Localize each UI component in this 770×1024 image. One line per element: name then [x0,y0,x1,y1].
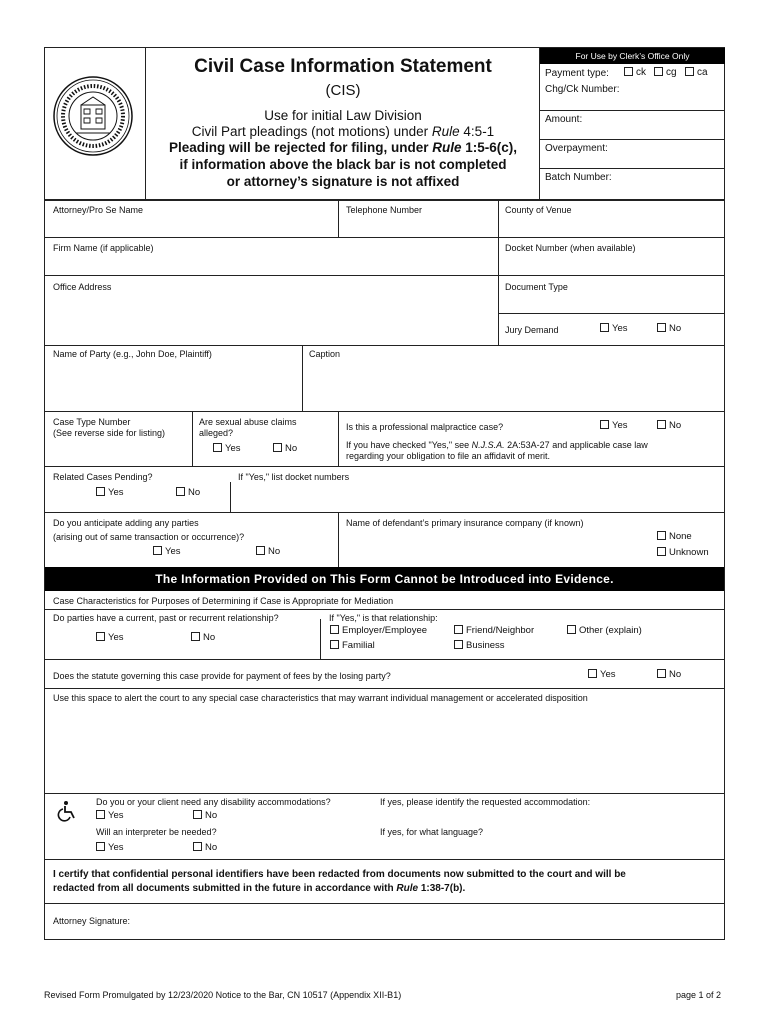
divider [44,688,725,689]
attorney-name-field[interactable]: Attorney/Pro Se Name [53,205,144,215]
malpractice-label: Is this a professional malpractice case? [346,422,504,432]
divider [302,345,303,411]
relationship-if-label: If "Yes," is that relationship: [329,613,438,623]
divider [44,275,725,276]
special-characteristics-field[interactable]: Use this space to alert the court to any special case characteristics that may warrant individual management or accelerated disposition [53,693,588,703]
njsa-note-1: If you have checked "Yes," see N.J.S.A. 2A:53A-27 and applicable case law [346,440,648,450]
payment-type-label: Payment type: [545,68,609,79]
header-bold-2: if information above the black bar is not completed [179,157,507,172]
overpayment-field[interactable]: Overpayment: [545,143,608,154]
sexual-abuse-no-checkbox[interactable]: No [273,443,297,455]
disability-accommodation-field[interactable]: If yes, please identify the requested accommodation: [380,797,591,807]
footer-revision: Revised Form Promulgated by 12/23/2020 Notice to the Bar, CN 10517 (Appendix XII-B1) [44,990,402,1000]
related-docket-list-field[interactable]: If "Yes," list docket numbers [238,472,350,482]
fees-yes-checkbox[interactable]: Yes [588,669,616,681]
divider [44,609,725,610]
divider [44,903,725,904]
firm-name-field[interactable]: Firm Name (if applicable) [53,243,154,253]
divider [44,466,725,467]
divider [192,411,193,466]
relationship-question: Do parties have a current, past or recurrent relationship? [53,613,279,623]
business-checkbox[interactable]: Business [454,640,505,652]
divider [338,200,339,238]
employer-employee-checkbox[interactable]: Employer/Employee [330,625,427,637]
sexual-abuse-sublabel: alleged? [199,428,234,438]
njsa-note-2: regarding your obligation to file an affidavit of merit. [346,451,550,461]
telephone-field[interactable]: Telephone Number [346,205,423,215]
case-type-label[interactable]: Case Type Number [53,417,131,427]
divider [498,200,499,346]
clerk-banner: For Use by Clerk’s Office Only [540,48,725,64]
evidence-black-bar: The Information Provided on This Form Cannot be Introduced into Evidence. [45,567,724,591]
interpreter-question: Will an interpreter be needed? [96,827,217,837]
divider [44,237,725,238]
county-venue-field[interactable]: County of Venue [505,205,572,215]
relationship-yes-checkbox[interactable]: Yes [96,632,124,644]
batch-number-field[interactable]: Batch Number: [545,172,612,183]
malpractice-yes-checkbox[interactable]: Yes [600,420,628,432]
interpreter-yes-checkbox[interactable]: Yes [96,842,124,854]
header-line-2: Civil Part pleadings (not motions) under Rule 4:5-1 [191,124,495,139]
fees-no-checkbox[interactable]: No [657,669,681,681]
malpractice-no-checkbox[interactable]: No [657,420,681,432]
attorney-signature-field[interactable]: Attorney Signature: [53,916,131,926]
divider [44,512,725,513]
divider [338,512,339,567]
disability-yes-checkbox[interactable]: Yes [96,810,124,822]
friend-neighbor-checkbox[interactable]: Friend/Neighbor [454,625,534,637]
add-parties-sublabel: (arising out of same transaction or occurrence)? [53,532,245,542]
party-name-field[interactable]: Name of Party (e.g., John Doe, Plaintiff) [53,349,212,359]
header-bold-1: Pleading will be rejected for filing, under Rule 1:5-6(c), [168,140,518,155]
add-parties-yes-checkbox[interactable]: Yes [153,546,181,558]
page-number: page 1 of 2 [676,990,722,1000]
document-type-field[interactable]: Document Type [505,282,568,292]
sexual-abuse-label: Are sexual abuse claims [199,417,297,427]
jury-yes-checkbox[interactable]: Yes [600,323,628,335]
amount-field[interactable]: Amount: [545,114,583,125]
disability-question: Do you or your client need any disability accommodations? [96,797,331,807]
related-yes-checkbox[interactable]: Yes [96,487,124,499]
divider [230,482,231,512]
form-title: Civil Case Information Statement [194,56,492,77]
other-explain-checkbox[interactable]: Other (explain) [567,625,642,637]
divider [498,313,725,314]
sexual-abuse-yes-checkbox[interactable]: Yes [213,443,241,455]
office-address-field[interactable]: Office Address [53,282,112,292]
divider [44,411,725,412]
divider [44,793,725,794]
docket-number-field[interactable]: Docket Number (when available) [505,243,636,253]
mediation-heading: Case Characteristics for Purposes of Determining if Case is Appropriate for Mediation [53,596,394,606]
wheelchair-icon [57,800,79,822]
payment-ca-checkbox[interactable]: ca [685,67,708,79]
jury-no-checkbox[interactable]: No [657,323,681,335]
payment-cg-checkbox[interactable]: cg [654,67,677,79]
insurance-unknown-checkbox[interactable]: Unknown [657,547,709,559]
caption-field[interactable]: Caption [309,349,341,359]
interpreter-no-checkbox[interactable]: No [193,842,217,854]
certification-line-1: I certify that confidential personal identifiers have been redacted from documents now submitted to the court and will be [53,869,626,880]
relationship-no-checkbox[interactable]: No [191,632,215,644]
divider [44,659,725,660]
divider [539,168,725,169]
fees-question: Does the statute governing this case provide for payment of fees by the losing party? [53,671,391,681]
add-parties-no-checkbox[interactable]: No [256,546,280,558]
divider [44,345,725,346]
divider [320,619,321,659]
court-seal-icon [52,75,134,157]
chg-ck-number-field[interactable]: Chg/Ck Number: [545,84,620,95]
insurance-none-checkbox[interactable]: None [657,531,692,543]
familial-checkbox[interactable]: Familial [330,640,375,652]
divider [539,110,725,111]
jury-demand-label: Jury Demand [505,325,559,335]
payment-ck-checkbox[interactable]: ck [624,67,646,79]
divider [44,859,725,860]
header-bold-3: or attorney’s signature is not affixed [226,174,460,189]
header-line-1: Use for initial Law Division [264,108,422,123]
case-type-sublabel: (See reverse side for listing) [53,428,166,438]
insurance-company-field[interactable]: Name of defendant’s primary insurance company (if known) [346,518,584,528]
related-cases-label: Related Cases Pending? [53,472,153,482]
add-parties-label: Do you anticipate adding any parties [53,518,199,528]
disability-no-checkbox[interactable]: No [193,810,217,822]
interpreter-language-field[interactable]: If yes, for what language? [380,827,484,837]
related-no-checkbox[interactable]: No [176,487,200,499]
form-subtitle: (CIS) [325,82,361,99]
divider [539,139,725,140]
certification-line-2: redacted from all documents submitted in the future in accordance with Rule 1:38-7(b). [53,883,466,894]
divider [338,411,339,466]
